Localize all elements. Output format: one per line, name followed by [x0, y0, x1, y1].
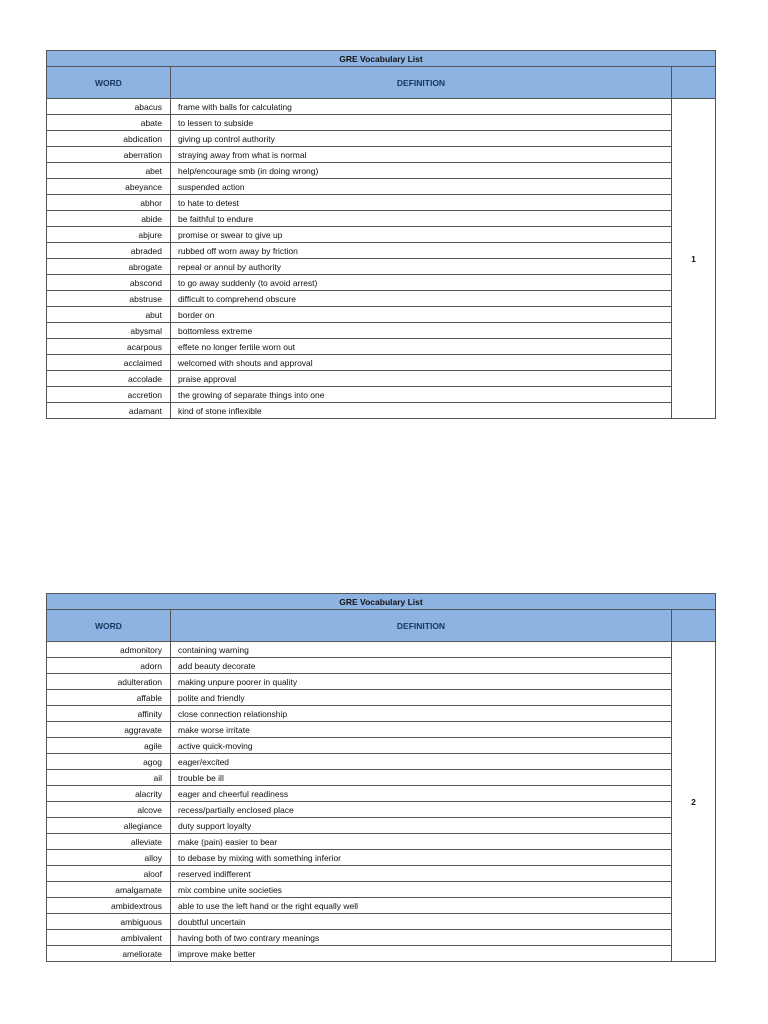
vocab-definition: active quick-moving [171, 738, 672, 754]
page-number: 1 [672, 99, 716, 419]
vocab-definition: to debase by mixing with something inferior [171, 850, 672, 866]
vocab-word: adulteration [47, 674, 171, 690]
table-row [47, 163, 716, 179]
vocab-definition: reserved indifferent [171, 866, 672, 882]
page-number: 2 [672, 642, 716, 962]
vocab-word: ambiguous [47, 914, 171, 930]
vocab-word: admonitory [47, 642, 171, 658]
vocab-definition: to lessen to subside [171, 115, 672, 131]
table-row [47, 786, 716, 802]
vocab-word: ambidextrous [47, 898, 171, 914]
table-row [47, 914, 716, 930]
table-title-row [47, 594, 716, 610]
vocab-word: abate [47, 115, 171, 131]
vocab-word: alloy [47, 850, 171, 866]
table-row [47, 706, 716, 722]
vocab-word: adamant [47, 403, 171, 419]
vocab-definition: make worse irritate [171, 722, 672, 738]
table-row [47, 195, 716, 211]
vocab-word: acclaimed [47, 355, 171, 371]
table-row [47, 818, 716, 834]
table-row [47, 898, 716, 914]
vocab-word: affinity [47, 706, 171, 722]
vocab-definition: frame with balls for calculating [171, 99, 672, 115]
vocab-word: ameliorate [47, 946, 171, 962]
vocab-definition: eager and cheerful readiness [171, 786, 672, 802]
vocab-definition: eager/excited [171, 754, 672, 770]
vocab-word: alleviate [47, 834, 171, 850]
vocab-definition: repeal or annul by authority [171, 259, 672, 275]
vocab-word: abhor [47, 195, 171, 211]
vocab-word: accolade [47, 371, 171, 387]
vocab-definition: trouble be ill [171, 770, 672, 786]
table-row [47, 387, 716, 403]
vocab-word: allegiance [47, 818, 171, 834]
vocab-definition: be faithful to endure [171, 211, 672, 227]
vocab-definition: welcomed with shouts and approval [171, 355, 672, 371]
vocab-definition: help/encourage smb (in doing wrong) [171, 163, 672, 179]
table-row [47, 275, 716, 291]
vocab-word: ambivalent [47, 930, 171, 946]
vocab-definition: recess/partially enclosed place [171, 802, 672, 818]
vocab-definition: suspended action [171, 179, 672, 195]
table-row [47, 147, 716, 163]
vocab-word: abraded [47, 243, 171, 259]
vocab-definition: praise approval [171, 371, 672, 387]
table-row [47, 355, 716, 371]
table-row [47, 403, 716, 419]
table-row [47, 259, 716, 275]
vocabulary-table-1 [46, 50, 716, 419]
table-row [47, 722, 716, 738]
vocab-word: abrogate [47, 259, 171, 275]
vocab-definition: polite and friendly [171, 690, 672, 706]
vocab-word: abdication [47, 131, 171, 147]
vocab-word: alacrity [47, 786, 171, 802]
definition-column-header: DEFINITION [171, 67, 672, 99]
vocab-definition: kind of stone inflexible [171, 403, 672, 419]
vocab-definition: difficult to comprehend obscure [171, 291, 672, 307]
vocab-definition: rubbed off worn away by friction [171, 243, 672, 259]
table-row [47, 211, 716, 227]
vocab-definition: mix combine unite societies [171, 882, 672, 898]
vocab-word: abeyance [47, 179, 171, 195]
vocab-word: abacus [47, 99, 171, 115]
vocab-word: abet [47, 163, 171, 179]
vocab-word: abide [47, 211, 171, 227]
vocab-word: amalgamate [47, 882, 171, 898]
vocab-definition: bottomless extreme [171, 323, 672, 339]
vocab-definition: making unpure poorer in quality [171, 674, 672, 690]
table-row [47, 850, 716, 866]
table-row [47, 642, 716, 658]
vocab-word: aggravate [47, 722, 171, 738]
vocab-definition: straying away from what is normal [171, 147, 672, 163]
table-row [47, 754, 716, 770]
table-row [47, 227, 716, 243]
vocab-definition: having both of two contrary meanings [171, 930, 672, 946]
table-row [47, 946, 716, 962]
vocab-definition: giving up control authority [171, 131, 672, 147]
table-header-row [47, 610, 716, 642]
vocab-word: acarpous [47, 339, 171, 355]
table-row [47, 882, 716, 898]
table-row [47, 866, 716, 882]
vocab-word: agile [47, 738, 171, 754]
table-row [47, 371, 716, 387]
word-column-header: WORD [47, 610, 171, 642]
table-row [47, 930, 716, 946]
vocab-word: affable [47, 690, 171, 706]
vocab-word: aberration [47, 147, 171, 163]
vocab-definition: to hate to detest [171, 195, 672, 211]
table-row [47, 834, 716, 850]
vocab-word: alcove [47, 802, 171, 818]
vocab-definition: to go away suddenly (to avoid arrest) [171, 275, 672, 291]
table-header-row [47, 67, 716, 99]
table-row [47, 674, 716, 690]
vocab-word: abstruse [47, 291, 171, 307]
table-row [47, 243, 716, 259]
definition-column-header: DEFINITION [171, 610, 672, 642]
vocab-definition: make (pain) easier to bear [171, 834, 672, 850]
vocab-word: ail [47, 770, 171, 786]
table-row [47, 658, 716, 674]
table-row [47, 99, 716, 115]
table-row [47, 738, 716, 754]
table-title: GRE Vocabulary List [47, 594, 716, 610]
table-row [47, 770, 716, 786]
word-column-header: WORD [47, 67, 171, 99]
vocab-definition: border on [171, 307, 672, 323]
table-row [47, 115, 716, 131]
page-column-header [672, 610, 716, 642]
vocab-definition: close connection relationship [171, 706, 672, 722]
vocab-word: abscond [47, 275, 171, 291]
table-row [47, 131, 716, 147]
vocab-word: abut [47, 307, 171, 323]
table-title: GRE Vocabulary List [47, 51, 716, 67]
vocab-word: agog [47, 754, 171, 770]
table-row [47, 339, 716, 355]
vocab-word: adorn [47, 658, 171, 674]
table-row [47, 307, 716, 323]
vocab-word: abysmal [47, 323, 171, 339]
vocab-definition: duty support loyalty [171, 818, 672, 834]
vocab-definition: effete no longer fertile worn out [171, 339, 672, 355]
table-title-row [47, 51, 716, 67]
table-row [47, 323, 716, 339]
vocab-word: abjure [47, 227, 171, 243]
table-row [47, 291, 716, 307]
vocab-definition: doubtful uncertain [171, 914, 672, 930]
vocab-definition: able to use the left hand or the right equally well [171, 898, 672, 914]
vocab-definition: containing warning [171, 642, 672, 658]
vocab-definition: promise or swear to give up [171, 227, 672, 243]
table-row [47, 690, 716, 706]
vocab-definition: improve make better [171, 946, 672, 962]
vocab-word: aloof [47, 866, 171, 882]
vocab-word: accretion [47, 387, 171, 403]
table-row [47, 802, 716, 818]
page-column-header [672, 67, 716, 99]
vocab-definition: the growing of separate things into one [171, 387, 672, 403]
vocabulary-table-2 [46, 593, 716, 962]
vocab-definition: add beauty decorate [171, 658, 672, 674]
table-row [47, 179, 716, 195]
